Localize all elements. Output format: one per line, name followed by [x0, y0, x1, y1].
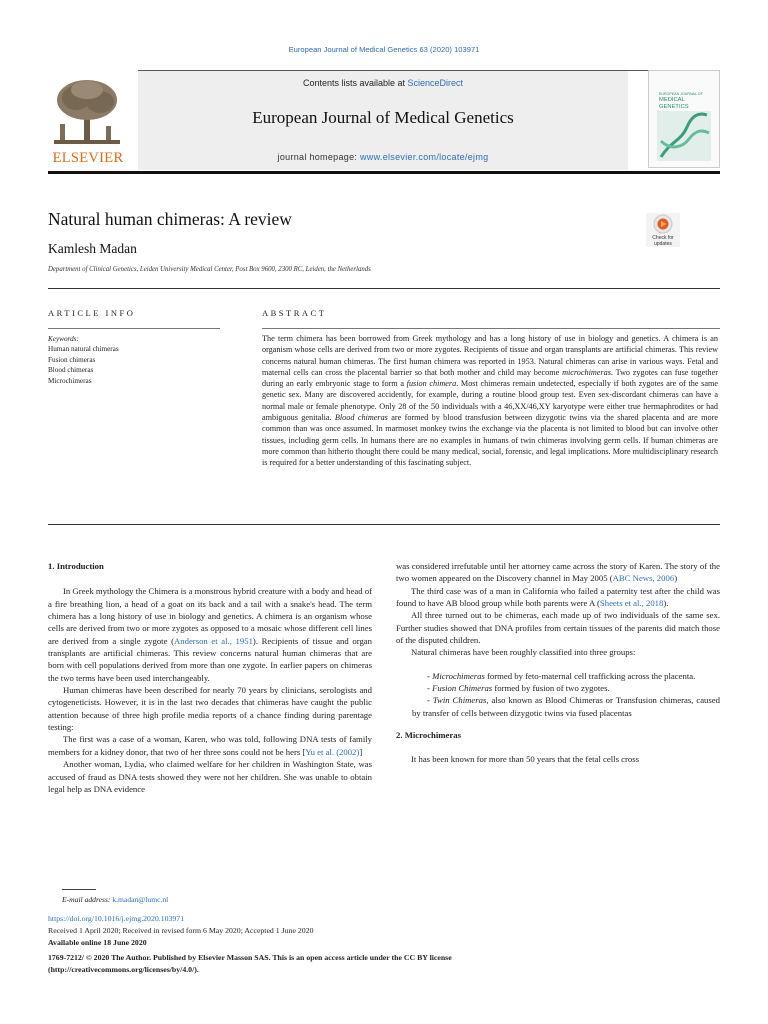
available-online: Available online 18 June 2020 [48, 938, 147, 947]
list-text: formed by feto-maternal cell trafficking across the placenta. [484, 670, 696, 681]
license-line: 1769-7212/ © 2020 The Author. Published by Elsevier Masson SAS. This is an open access article under the CC BY license [48, 953, 452, 962]
paragraph-text: In Greek mythology the Chimera is a monstrous hybrid creature with a body and head of a fire breathing lion, a head of a goat on its back and a tail with a snake's head. The term chimera has a long history of use in biology and genetics. A chimera is an organism whose cells are derived from two or more zygotes as opposed to a mosaic whose different cell lines are derived from a single zygote ( [48, 586, 372, 646]
keyword-item: Human natural chimeras [48, 345, 119, 354]
abstract-part: are formed by blood transfusion between dizygotic twins via the shared placenta and are more common than was once assumed. In marmoset monkey twins the exchange via the placenta is not limited to blood but can involve other tissues, including germ cells. In humans there are no examples in humans of twin chimeras involving germ cells. If human chimeras are more common than hitherto thought there could be many medical, social, forensic, and legal implications. More multidisciplinary research is required for a better understanding of this fascinating subject. [262, 413, 718, 468]
cover-title-line1: EUROPEAN JOURNAL OF [659, 92, 703, 96]
section-heading-introduction: 1. Introduction [48, 561, 104, 571]
journal-cover-thumbnail[interactable] [648, 70, 720, 168]
homepage-prefix: journal homepage: [277, 152, 360, 162]
body-paragraph: Human chimeras have been described for nearly 70 years by clinicians, serologists and cytogeneticists. However, it is in the last two decades that chimeras have caught the public attention because of three high profile media reports of a chance finding during parentage testing: [48, 685, 372, 733]
contents-line [138, 78, 628, 88]
email-label: E-mail address: [62, 895, 111, 904]
body-paragraph [48, 585, 372, 684]
cover-title [659, 91, 703, 110]
sciencedirect-link[interactable]: ScienceDirect [407, 78, 464, 88]
dna-helix-icon [657, 111, 711, 161]
email-footnote [62, 895, 168, 904]
footnote-rule [62, 889, 96, 890]
body-paragraph [396, 585, 720, 610]
body-left-column [48, 560, 372, 795]
abstract-part: . Most chimeras remain undetected, especially if both zygotes are of the same genetic sex. Many are discovered accidently, for example, during a routine blood group test. Even sex-discordant chimeras can have a normal male or female phenotype. Only 28 of the 50 individuals with a 46,XX/46,XY karyotype were either true hermaphrodites or had ambiguous genitalia. [262, 379, 718, 423]
doi-link[interactable] [48, 914, 184, 923]
check-badge-line1: Check for [646, 235, 680, 241]
abstract-italic-term: fusion chimera [406, 379, 457, 389]
section-heading-microchimeras: 2. Microchimeras [396, 730, 461, 741]
abstract-part: The term chimera has been borrowed from Greek mythology and has a long history of use in biology and genetics. A chimera is an organism whose cells are derived from two or more zygotes. Recipients of tissue and organ transplants are artificial chimeras. This review concerns natural human chimeras. The first human chimera was reported in 1953. Natural chimeras can arise in various ways. Fetal and maternal cells can cross the placental barrier so that both mother and child may become [262, 334, 718, 377]
author-name: Kamlesh Madan [48, 241, 137, 256]
paragraph-text: ). [663, 598, 669, 609]
author-affiliation: Department of Clinical Genetics, Leiden University Medical Center, Post Box 9600, 2300 RC, Leiden, the Netherlands [48, 266, 371, 273]
body-paragraph: Natural chimeras have been roughly classified into three groups: [411, 647, 636, 658]
article-info-heading: ARTICLE INFO [48, 308, 136, 318]
cover-title-line2: MEDICAL [659, 97, 685, 104]
list-term: Fusion Chimeras [432, 683, 493, 694]
abstract-text [262, 333, 718, 469]
keywords-label: Keywords: [48, 335, 79, 343]
citation-link[interactable]: Yu et al. (2002) [305, 746, 360, 757]
license-url[interactable]: (http://creativecommons.org/licenses/by/4.0/). [48, 965, 199, 974]
received-dates: Received 1 April 2020; Received in revised form 6 May 2020; Accepted 1 June 2020 [48, 926, 314, 935]
abstract-part: . Two zygotes can fuse together during an early embryonic stage to form a [262, 367, 718, 389]
email-link[interactable]: k.madan@lumc.nl [112, 895, 169, 904]
keyword-item: Microchimeras [48, 376, 92, 385]
list-text: formed by fusion of two zygotes. [492, 683, 610, 694]
paragraph-text: ). Recipients of tissue and organ transplants are artificial chimeras. This review concerns natural human chimeras that are born with cell populations derived from more than one zygote. In earlier papers on chimeras the two terms have been used interchangeably. [48, 635, 372, 683]
body-paragraph: It has been known for more than 50 years that the fetal cells cross [411, 754, 639, 765]
paragraph-text: The first was a case of a woman, Karen, who was told, following DNA tests of family members for a kidney donor, that two of her three sons could not be hers [ [48, 734, 372, 757]
article-info-rule [48, 328, 220, 329]
homepage-link[interactable]: www.elsevier.com/locate/ejmg [360, 152, 489, 162]
check-for-updates-button[interactable] [645, 213, 681, 249]
paragraph-text: was considered irrefutable until her attorney came across the story of Karen. The story of the two women appeared on the Discovery channel in May 2005 ( [396, 561, 720, 584]
abstract-bottom-rule [48, 524, 720, 525]
citation-link[interactable]: Sheets et al., 2018 [599, 598, 664, 609]
elsevier-tree-logo-icon [48, 78, 126, 150]
elsevier-wordmark: ELSEVIER [52, 150, 124, 166]
list-item: - Microchimeras formed by feto-maternal cell trafficking across the placenta. [427, 670, 696, 681]
title-rule [48, 288, 720, 289]
homepage-line [138, 152, 628, 162]
check-for-updates-icon [645, 213, 681, 235]
abstract-rule [262, 328, 720, 329]
list-text: , also known as Blood Chimeras or Transfusion chimeras, caused by transfer of cells between dizygotic twins via fused placentas [412, 695, 720, 718]
paragraph-text: ] [359, 746, 363, 757]
contents-prefix: Contents lists available at [302, 78, 408, 88]
abstract-italic-term: Blood chimeras [334, 413, 388, 423]
citation-link[interactable]: Anderson et al., 1951 [173, 635, 253, 646]
journal-reference[interactable]: European Journal of Medical Genetics 63 (2020) 103971 [288, 45, 480, 54]
masthead-rule [138, 70, 718, 71]
list-item: - Twin Chimeras, also known as Blood Chimeras or Transfusion chimeras, caused by transfer of cells between dizygotic twins via fused placentas [412, 695, 720, 718]
body-right-column [396, 560, 720, 766]
masthead-center-panel [138, 70, 628, 170]
list-term: Microchimeras [432, 670, 485, 681]
paragraph-text: ) [674, 573, 678, 584]
abstract-italic-term: microchimeras [562, 367, 611, 377]
paragraph-text: The third case was of a man in California who failed a paternity test after the child was found to have AB blood group while both parents were A ( [396, 585, 720, 609]
journal-title: European Journal of Medical Genetics [252, 108, 514, 127]
keyword-item: Blood chimeras [48, 366, 94, 375]
body-paragraph: Another woman, Lydia, who claimed welfare for her children in Washington State, was accused of fraud as DNA tests showed they were not her children. She was unable to obtain legal help as DNA evidence [48, 759, 372, 794]
check-badge-line2: updates [646, 241, 680, 247]
list-term: Twin Chimeras [432, 695, 487, 706]
body-paragraph [48, 733, 372, 758]
masthead [48, 70, 718, 170]
doi-url[interactable]: https://doi.org/10.1016/j.ejmg.2020.103971 [48, 914, 185, 923]
masthead-bottom-rule [48, 171, 720, 174]
citation-link[interactable]: ABC News, 2006 [612, 573, 675, 584]
keywords-block [48, 334, 119, 386]
abstract-heading: ABSTRACT [262, 308, 327, 318]
list-item: - Fusion Chimeras formed by fusion of two zygotes. [427, 683, 610, 694]
cover-title-line3: GENETICS [659, 103, 689, 110]
body-paragraph: All three turned out to be chimeras, each made up of two individuals of the same sex. Further studies showed that DNA profiles from certain tissues of the parents did match those of the disputed children. [396, 610, 720, 646]
article-title: Natural human chimeras: A review [48, 209, 292, 229]
body-paragraph [396, 560, 720, 585]
keyword-item: Fusion chimeras [48, 355, 96, 364]
